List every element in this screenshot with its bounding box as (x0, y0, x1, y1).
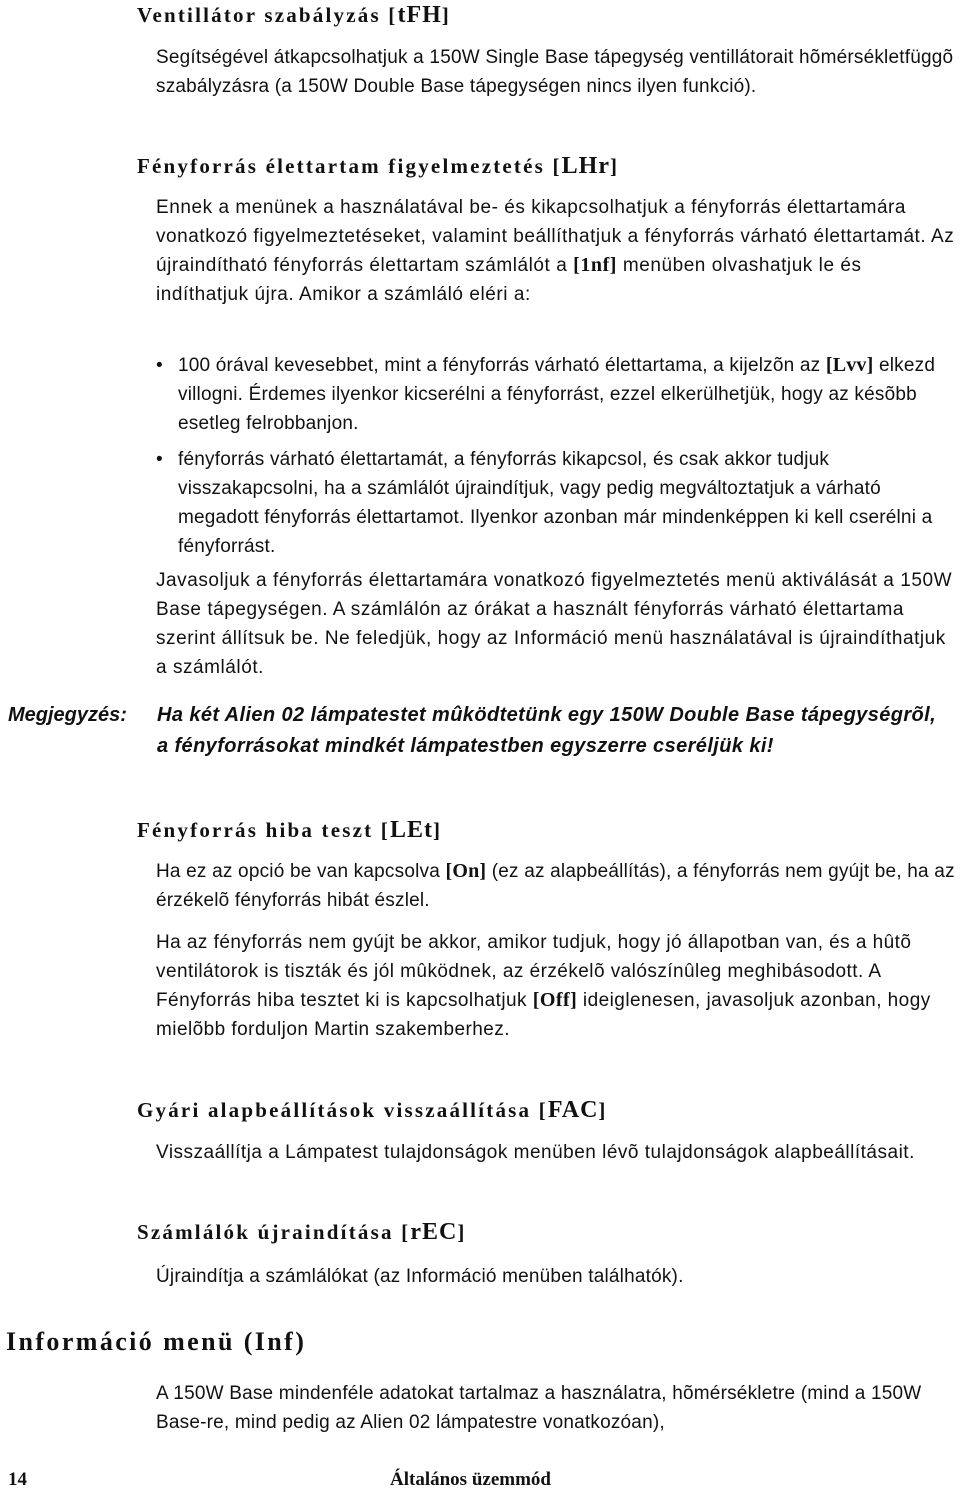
text-run: Ennek a menünek a használatával be- és kikapcsolhatjuk a fényforrás élettartamára vonatkozó figyelmeztetéseket, valamint beállíthatjuk a fényforrás várható élettartamát. Az újraindítható fényforrás élettartam számlálót a (156, 197, 955, 276)
text-run: ideiglenesen, javasoljuk azonban, hogy mielõbb forduljon Martin szakemberhez. (156, 990, 931, 1040)
heading-text: Fényforrás hiba teszt [ (137, 818, 390, 842)
heading-bracket: ] (598, 1098, 608, 1122)
note-label: Megjegyzés: (8, 704, 127, 726)
paragraph-factory-defaults: Visszaállítja a Lámpatest tulajdonságok menüben lévõ tulajdonságok alapbeállításait. (156, 1142, 915, 1163)
list-item (156, 351, 960, 438)
paragraph-counter-reset: Újraindítja a számlálókat (az Információ menüben találhatók). (156, 1266, 684, 1287)
display-code: [Lvv] (825, 354, 874, 376)
menu-code: FAC (547, 1097, 599, 1123)
text-run: Ha ez az opció be van kapcsolva (156, 861, 446, 882)
heading-fan-control (137, 2, 451, 29)
text-run: (ez az alapbeállítás), a fényforrás nem gyújt be, ha az érzékelõ fényforrás hibát észlel. (156, 861, 955, 911)
menu-code: [Off] (532, 989, 578, 1011)
menu-code: tFH (397, 2, 442, 28)
paragraph-lamp-life-intro (156, 193, 960, 309)
heading-lamp-life-warning (137, 153, 619, 180)
heading-bracket: ] (457, 1220, 467, 1244)
heading-bracket: ] (610, 154, 620, 178)
heading-text: Fényforrás élettartam figyelmeztetés [ (137, 154, 562, 178)
heading-bracket: ] (433, 818, 443, 842)
footer-chapter-title: Általános üzemmód (390, 1469, 551, 1490)
text-run: menüben olvashatjuk le és indíthatjuk újra. Amikor a számláló eléri a: (156, 255, 862, 305)
menu-code: rEC (410, 1219, 458, 1245)
text-run: 100 órával kevesebbet, mint a fényforrás várható élettartama, a kijelzõn az (178, 355, 826, 376)
lamp-life-bullet-list (156, 351, 960, 568)
text-run: Ha az fényforrás nem gyújt be akkor, amikor tudjuk, hogy jó állapotban van, és a hûtõ ventilátorok is tiszták és jól mûködnek, az érzékelõ valószínûleg meghibásodott. A Fényforrás hiba tesztet ki is kapcsolhatjuk (156, 932, 912, 1011)
paragraph-lamp-life-recommendation: Javasoljuk a fényforrás élettartamára vonatkozó figyelmeztetés menü aktiválását a 150W Base tápegységen. A számlálón az órákat a használt fényforrás várható élettartama szerint állítsuk be. Ne feledjük, hogy az Információ menü használatával is újraindíthatjuk a számlálót. (156, 570, 953, 678)
menu-code: LHr (561, 153, 610, 179)
heading-text: Gyári alapbeállítások visszaállítása [ (137, 1098, 548, 1122)
menu-code: LEt (389, 817, 433, 843)
paragraph-information-menu: A 150W Base mindenféle adatokat tartalmaz a használatra, hõmérsékletre (mind a 150W Base-re, mind pedig az Alien 02 lámpatestre vonatkozóan), (156, 1383, 922, 1433)
note-text: Ha két Alien 02 lámpatestet mûködtetünk egy 150W Double Base tápegységrõl, a fényforrásokat mindkét lámpatestben egyszerre cseréljük ki! (157, 704, 937, 757)
page-number: 14 (8, 1469, 27, 1490)
heading-text: Számlálók újraindítása [ (137, 1220, 411, 1244)
heading-text: Ventillátor szabályzás [ (137, 3, 398, 27)
heading-information-menu: Információ menü (Inf) (6, 1327, 307, 1356)
menu-code: [1nf] (573, 254, 618, 276)
heading-bracket: ] (441, 3, 451, 27)
heading-counter-reset (137, 1219, 467, 1246)
heading-factory-defaults (137, 1097, 608, 1124)
list-item: • fényforrás várható élettartamát, a fényforrás kikapcsol, és csak akkor tudjuk visszakapcsolni, ha a számlálót újraindítjuk, vagy pedig megváltoztatjuk a várható megadott fényforrás élettartamot. Ilyenkor azonban már mindenképpen ki kell cserélni a fényforrást. (156, 445, 960, 561)
paragraph-lamp-error-sensor (156, 928, 960, 1044)
heading-lamp-error-test (137, 817, 442, 844)
menu-code: [On] (445, 860, 487, 882)
text-run: elkezd villogni. Érdemes ilyenkor kicserélni a fényforrást, ezzel elkerülhetjük, hogy az késõbb esetleg felrobbanjon. (178, 355, 936, 434)
paragraph-lamp-error-default (156, 857, 960, 915)
paragraph-fan-control: Segítségével átkapcsolhatjuk a 150W Single Base tápegység ventillátorait hõmérsékletfüggõ szabályzásra (a 150W Double Base tápegységen nincs ilyen funkció). (156, 47, 954, 97)
